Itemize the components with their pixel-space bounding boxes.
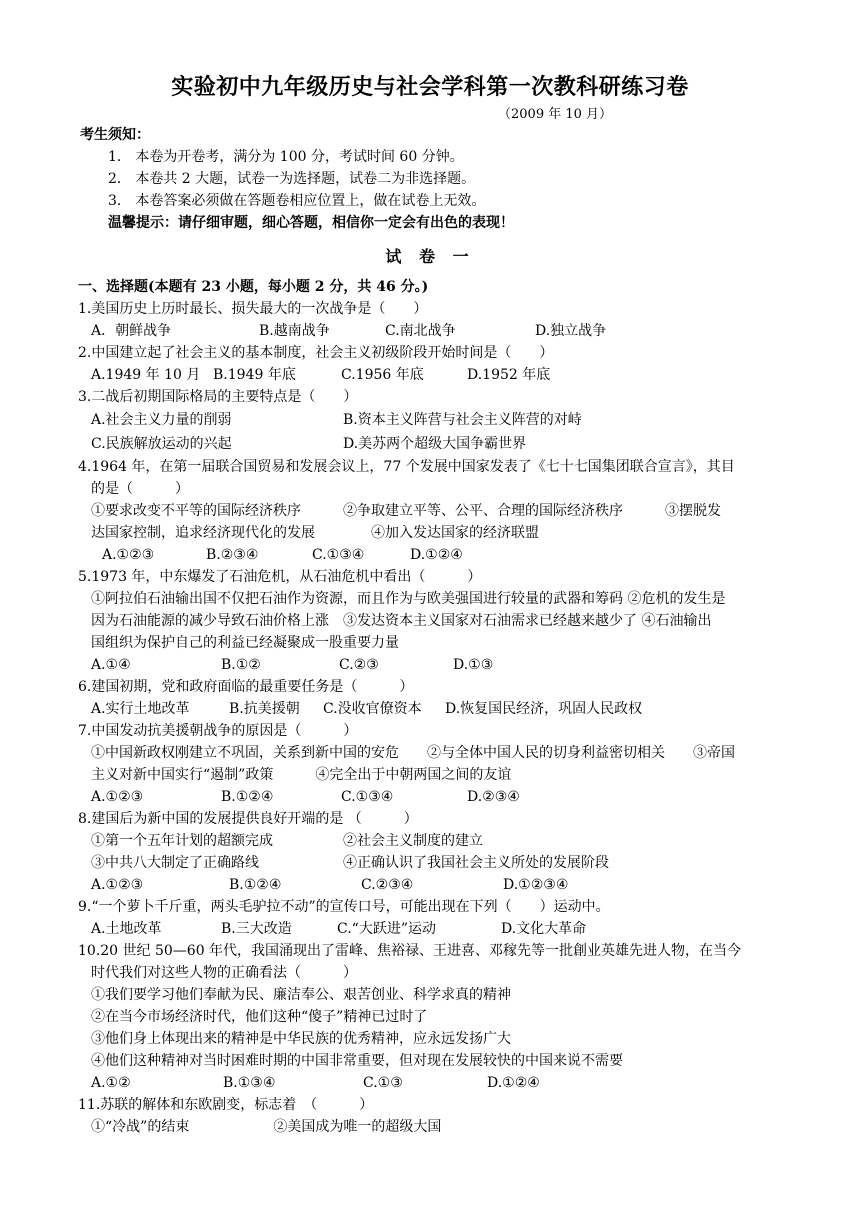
option-c: C.①③④ [312,547,365,563]
question-body: ①我们要学习他们奉献为民、廉洁奉公、艰苦创业、科学求真的精神 [91,987,511,1003]
question-7 [78,720,788,808]
question-body: ①阿拉伯石油输出国不仅把石油作为资源，而且作为与欧美强国进行较量的武器和筹码 ②危机的发生是 [91,591,726,607]
option-a: A.1949 年 10 月 [91,367,201,383]
option-b: B.1949 年底 [213,367,296,383]
question-9 [78,896,788,940]
option-c: C.②③ [339,657,379,673]
options-row [78,320,788,342]
question-body: 国组织为保护自己的利益已经凝聚成一股重要力量 [91,635,399,651]
option-a: A.土地改革 [91,921,162,937]
option-a: A.①④ [91,657,131,673]
notice-heading: 考生须知： [80,127,150,143]
question-stem: 9.“一个萝卜千斤重，两头毛驴拉不动”的宣传口号，可能出现在下列（ ）运动中。 [78,899,610,915]
question-body: 达国家控制，追求经济现代化的发展 ④加入发达国家的经济联盟 [91,525,539,541]
question-6 [78,676,788,720]
question-stem: 8.建国后为新中国的发展提供良好开端的是 （ ） [78,811,418,827]
notice-list [108,146,485,212]
paper-heading: 试 卷 一 [385,247,475,266]
notice-item: 2． 本卷共 2 大题，试卷一为选择题，试卷二为非选择题。 [108,171,476,187]
option-d: D.①③ [453,657,494,673]
option-a: A.①②③ [91,877,144,893]
question-stem: 1.美国历史上历时最长、损失最大的一次战争是（ ） [78,301,428,317]
question-1 [78,298,788,342]
option-d: D.1952 年底 [467,367,551,383]
question-body: ②在当今市场经济时代，他们这种“傻子”精神已过时了 [91,1009,428,1025]
notice-item: 3． 本卷答案必须做在答题卷相应位置上，做在试卷上无效。 [108,193,486,209]
question-body: 主义对新中国实行“遏制”政策 ④完全出于中朝两国之间的友谊 [91,767,512,783]
question-8 [78,808,788,896]
option-b: B.越南战争 [259,323,330,339]
options-row [78,786,788,808]
question-stem: 7.中国发动抗美援朝战争的原因是（ ） [78,723,358,739]
option-a: A.社会主义力量的削弱 [91,412,232,428]
exam-date: （2009 年 10 月） [498,107,613,122]
section-heading: 一、选择题(本题有 23 小题，每小题 2 分，共 46 分。) [78,279,429,295]
options-row [78,918,788,940]
option-b: B.①② [221,657,261,673]
option-b: B.资本主义阵营与社会主义阵营的对峙 [343,412,582,428]
question-stem: 时代我们对这些人物的正确看法（ ） [91,965,357,981]
question-body: ①第一个五年计划的超额完成 ②社会主义制度的建立 [91,833,483,849]
options-row [78,364,788,386]
question-3 [78,386,788,456]
question-stem: 5.1973 年，中东爆发了石油危机，从石油危机中看出（ ） [78,569,482,585]
question-body: ①中国新政权刚建立不巩固，关系到新中国的安危 ②与全体中国人民的切身利益密切相关 ③帝国 [91,745,735,761]
options-row [78,874,788,896]
option-a: A.实行土地改革 [91,701,190,717]
options-row [78,698,788,720]
question-stem: 4.1964 年，在第一届联合国贸易和发展会议上，77 个发展中国家发表了《七十七国集团联合宣言》，其目 [78,459,735,475]
question-11 [78,1094,788,1138]
option-d: D.恢复国民经济，巩固人民政权 [445,701,643,717]
question-body: ③中共八大制定了正确路线 ④正确认识了我国社会主义所处的发展阶段 [91,855,609,871]
question-10 [78,940,788,1094]
option-b: B.三大改造 [221,921,292,937]
question-stem: 11.苏联的解体和东欧剧变，标志着 （ ） [78,1097,374,1113]
question-body: ④他们这种精神对当时困难时期的中国非常重要，但对现在发展较快的中国来说不需要 [91,1053,623,1069]
option-d: D.文化大革命 [501,921,587,937]
option-c: C.南北战争 [385,323,456,339]
option-d: D.①②③④ [503,877,569,893]
question-5 [78,566,788,676]
question-4 [78,456,788,566]
option-c: C.①③ [363,1075,403,1091]
question-stem: 3.二战后初期国际格局的主要特点是（ ） [78,389,358,405]
option-d: D.美苏两个超级大国争霸世界 [343,436,527,452]
option-d: D.②③④ [467,789,520,805]
option-a: A．朝鲜战争 [91,323,172,339]
option-c: C.民族解放运动的兴起 [91,436,232,452]
question-body: ③他们身上体现出来的精神是中华民族的优秀精神，应永远发扬广大 [91,1031,511,1047]
question-body: ①“冷战”的结束 ②美国成为唯一的超级大国 [91,1119,442,1135]
option-d: D.独立战争 [535,323,607,339]
exam-title: 实验初中九年级历史与社会学科第一次教科研练习卷 [171,74,689,100]
option-a: A.①② [91,1075,131,1091]
option-c: C.没收官僚资本 [323,701,422,717]
options-row [78,432,788,456]
option-b: B.抗美援朝 [229,701,300,717]
options-row [78,1072,788,1094]
option-b: B.①②④ [229,877,282,893]
question-stem: 10.20 世纪 50—60 年代，我国涌现出了雷峰、焦裕禄、王进喜、邓稼先等一批創业英雄先进人物，在当今 [78,943,742,959]
options-row [78,654,788,676]
option-d: D.①②④ [487,1075,540,1091]
question-stem: 6.建国初期，党和政府面临的最重要任务是（ ） [78,679,414,695]
warm-tip: 温馨提示：请仔细审题，细心答题，相信你一定会有出色的表现！ [108,215,514,231]
option-c: C.“大跃进”运动 [337,921,436,937]
option-c: C.②③④ [361,877,414,893]
notice-item: 1． 本卷为开卷考，满分为 100 分，考试时间 60 分钟。 [108,149,464,165]
question-stem: 的是（ ） [91,481,189,497]
question-list [78,298,788,1138]
option-d: D.①②④ [410,547,463,563]
question-body: 因为石油能源的减少导致石油价格上涨 ③发达资本主义国家对石油需求已经越来越少了 ④石油输出 [91,613,712,629]
option-c: C.①③④ [341,789,394,805]
option-b: B.①②④ [221,789,274,805]
option-a: A.①②③ [102,547,155,563]
options-row [78,544,788,566]
question-body: ①要求改变不平等的国际经济秩序 ②争取建立平等、公平、合理的国际经济秩序 ③摆脱发 [91,503,721,519]
option-c: C.1956 年底 [341,367,424,383]
question-2 [78,342,788,386]
question-stem: 2.中国建立起了社会主义的基本制度，社会主义初级阶段开始时间是（ ） [78,345,554,361]
option-b: B.①③④ [223,1075,276,1091]
options-row [78,408,788,432]
option-b: B.②③④ [206,547,259,563]
option-a: A.①②③ [91,789,144,805]
